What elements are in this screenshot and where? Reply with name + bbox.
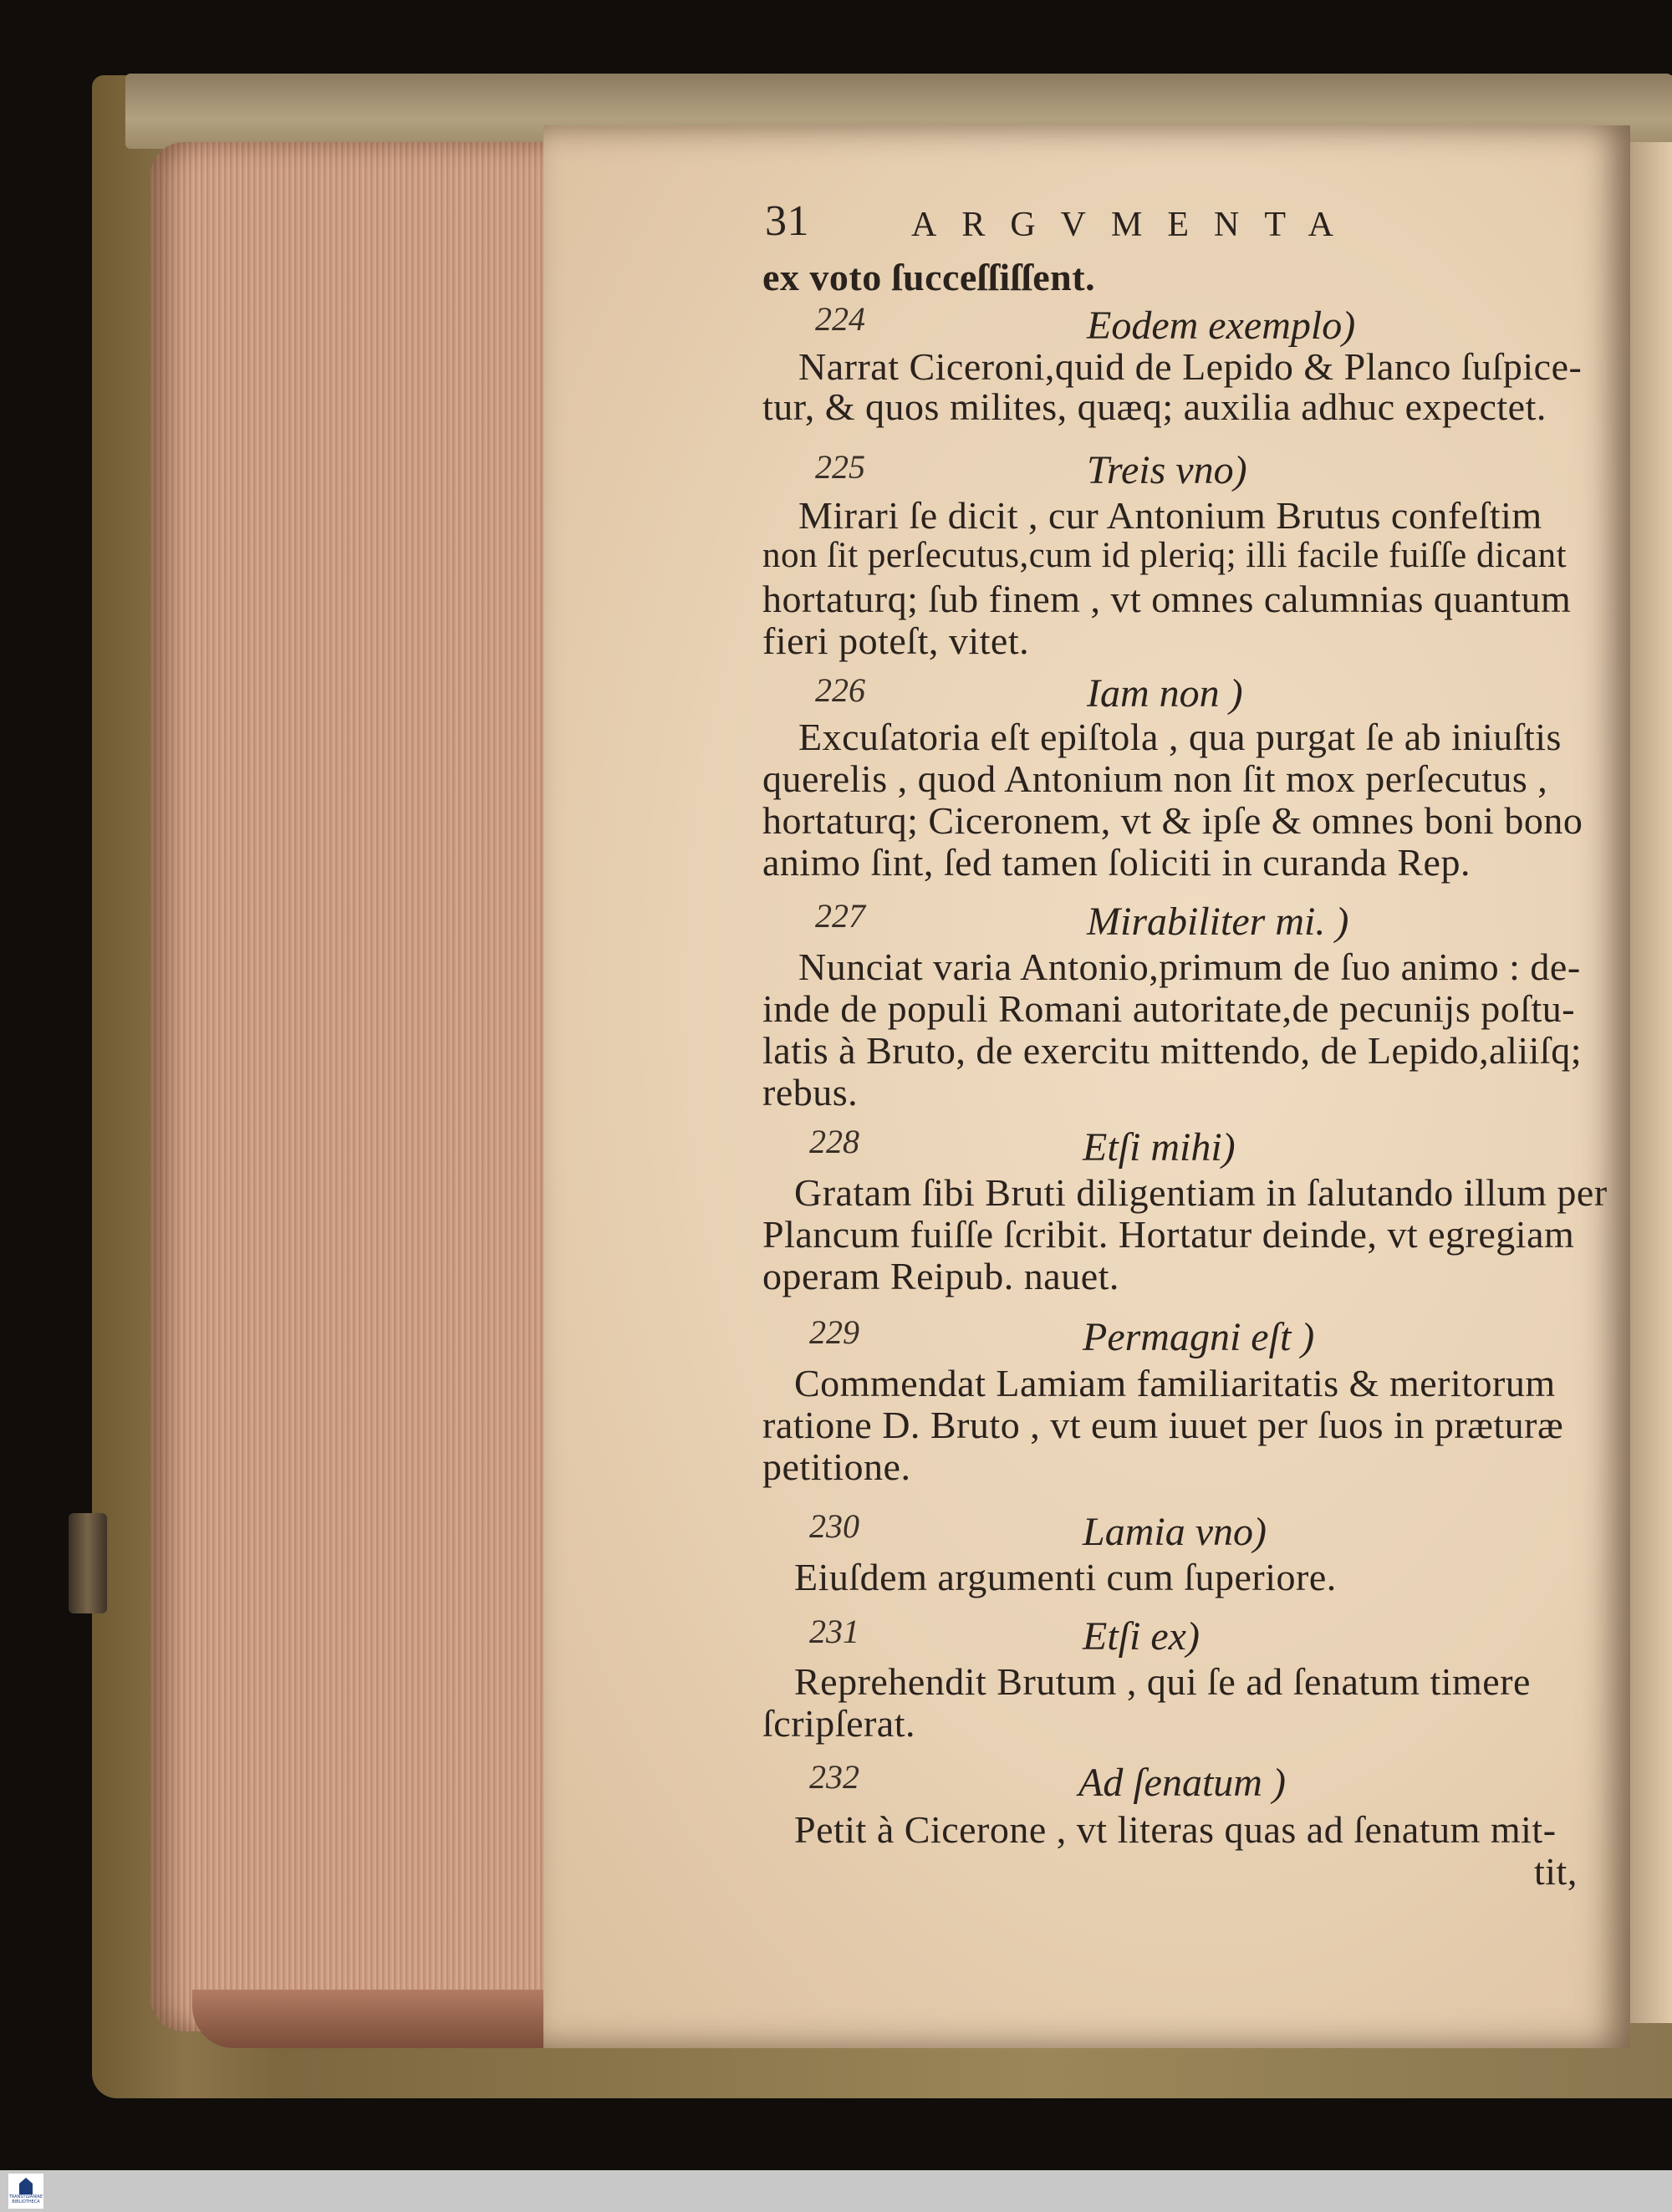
entry-number: 229 [809,1313,859,1351]
page-edges-bottom [192,1990,568,2048]
text-line: Commendat Lamiam familiaritatis & meritorum [794,1362,1556,1404]
entry-number: 232 [809,1758,859,1796]
text-line: fieri poteſt, vitet. [762,619,1030,662]
entry-incipit: Eodem exemplo) [1087,303,1356,348]
entry-incipit: Lamia vno) [1083,1510,1267,1554]
text-line: Eiuſdem argumenti cum ſuperiore. [794,1556,1337,1598]
library-logo-icon[interactable] [8,2174,43,2209]
facing-page-edge [1630,142,1672,2023]
text-line: non ſit perſecutus,cum id pleriq; illi facile fuiſſe dicant [762,536,1568,575]
entry-number: 228 [809,1123,859,1160]
entry-number: 231 [809,1613,859,1650]
building-icon [19,2178,33,2194]
text-line: tur, & quos milites, quæq; auxilia adhuc expectet. [762,385,1547,428]
text-line: Reprehendit Brutum , qui ſe ad ſenatum timere [794,1660,1531,1703]
catchword: tit, [1534,1850,1578,1893]
entry-incipit: Permagni eſt ) [1083,1315,1315,1359]
text-line: querelis , quod Antonium non ſit mox perſecutus , [762,757,1548,800]
entry-incipit: Mirabiliter mi. ) [1087,900,1349,944]
text-line: ratione D. Bruto , vt eum iuuet per ſuos in præturæ [762,1404,1564,1446]
entry-number: 226 [815,671,865,709]
entry-number: 230 [809,1507,859,1545]
text-line: rebus. [762,1071,859,1114]
text-line: petitione. [762,1445,911,1488]
text-line: Narrat Ciceroni,quid de Lepido & Planco ſuſpice- [798,345,1583,388]
entry-number: 224 [815,300,865,338]
text-line: ex voto ſucceſſiſſent. [762,256,1096,298]
entry-incipit: Etſi mihi) [1083,1125,1236,1170]
text-line: Nunciat varia Antonio,primum de ſuo animo : de- [798,945,1581,988]
entry-incipit: Iam non ) [1087,671,1243,716]
text-line: animo ſint, ſed tamen ſoliciti in curanda Rep. [762,841,1471,884]
text-line: hortaturq; ſub finem , vt omnes calumnias quantum [762,578,1572,620]
text-line: ſcripſerat. [762,1702,916,1745]
folio-number: 31 [765,197,809,245]
clasp [69,1513,107,1613]
text-line: latis à Bruto, de exercitu mittendo, de Lepido,aliiſq; [762,1029,1582,1072]
entry-incipit: Ad ſenatum ) [1078,1761,1286,1805]
text-line: operam Reipub. nauet. [762,1255,1119,1297]
text-line: Excuſatoria eſt epiſtola , qua purgat ſe ab iniuſtis [798,716,1562,758]
text-line: Petit à Cicerone , vt literas quas ad ſenatum mit- [794,1808,1557,1851]
page-edges [150,142,552,2031]
entry-number: 225 [815,448,865,486]
text-line: Mirari ſe dicit , cur Antonium Brutus confeſtim [798,494,1542,537]
running-head: ARGVMENTA [911,206,1358,244]
entry-incipit: Treis vno) [1087,448,1247,492]
text-line: inde de populi Romani autoritate,de pecunijs poſtu- [762,987,1576,1030]
entry-number: 227 [815,897,865,935]
text-line: Gratam ſibi Bruti diligentiam in ſalutando illum per [794,1171,1608,1214]
text-line: hortaturq; Ciceronem, vt & ipſe & omnes boni bono [762,799,1583,842]
logo-text: TRANSYLVANIAE BIBLIOTHECA [8,2194,43,2204]
entry-incipit: Etſi ex) [1083,1614,1200,1659]
viewer-footer-bar [0,2170,1672,2212]
book-page [543,125,1630,2048]
text-line: Plancum fuiſſe ſcribit. Hortatur deinde, vt egregiam [762,1213,1575,1256]
